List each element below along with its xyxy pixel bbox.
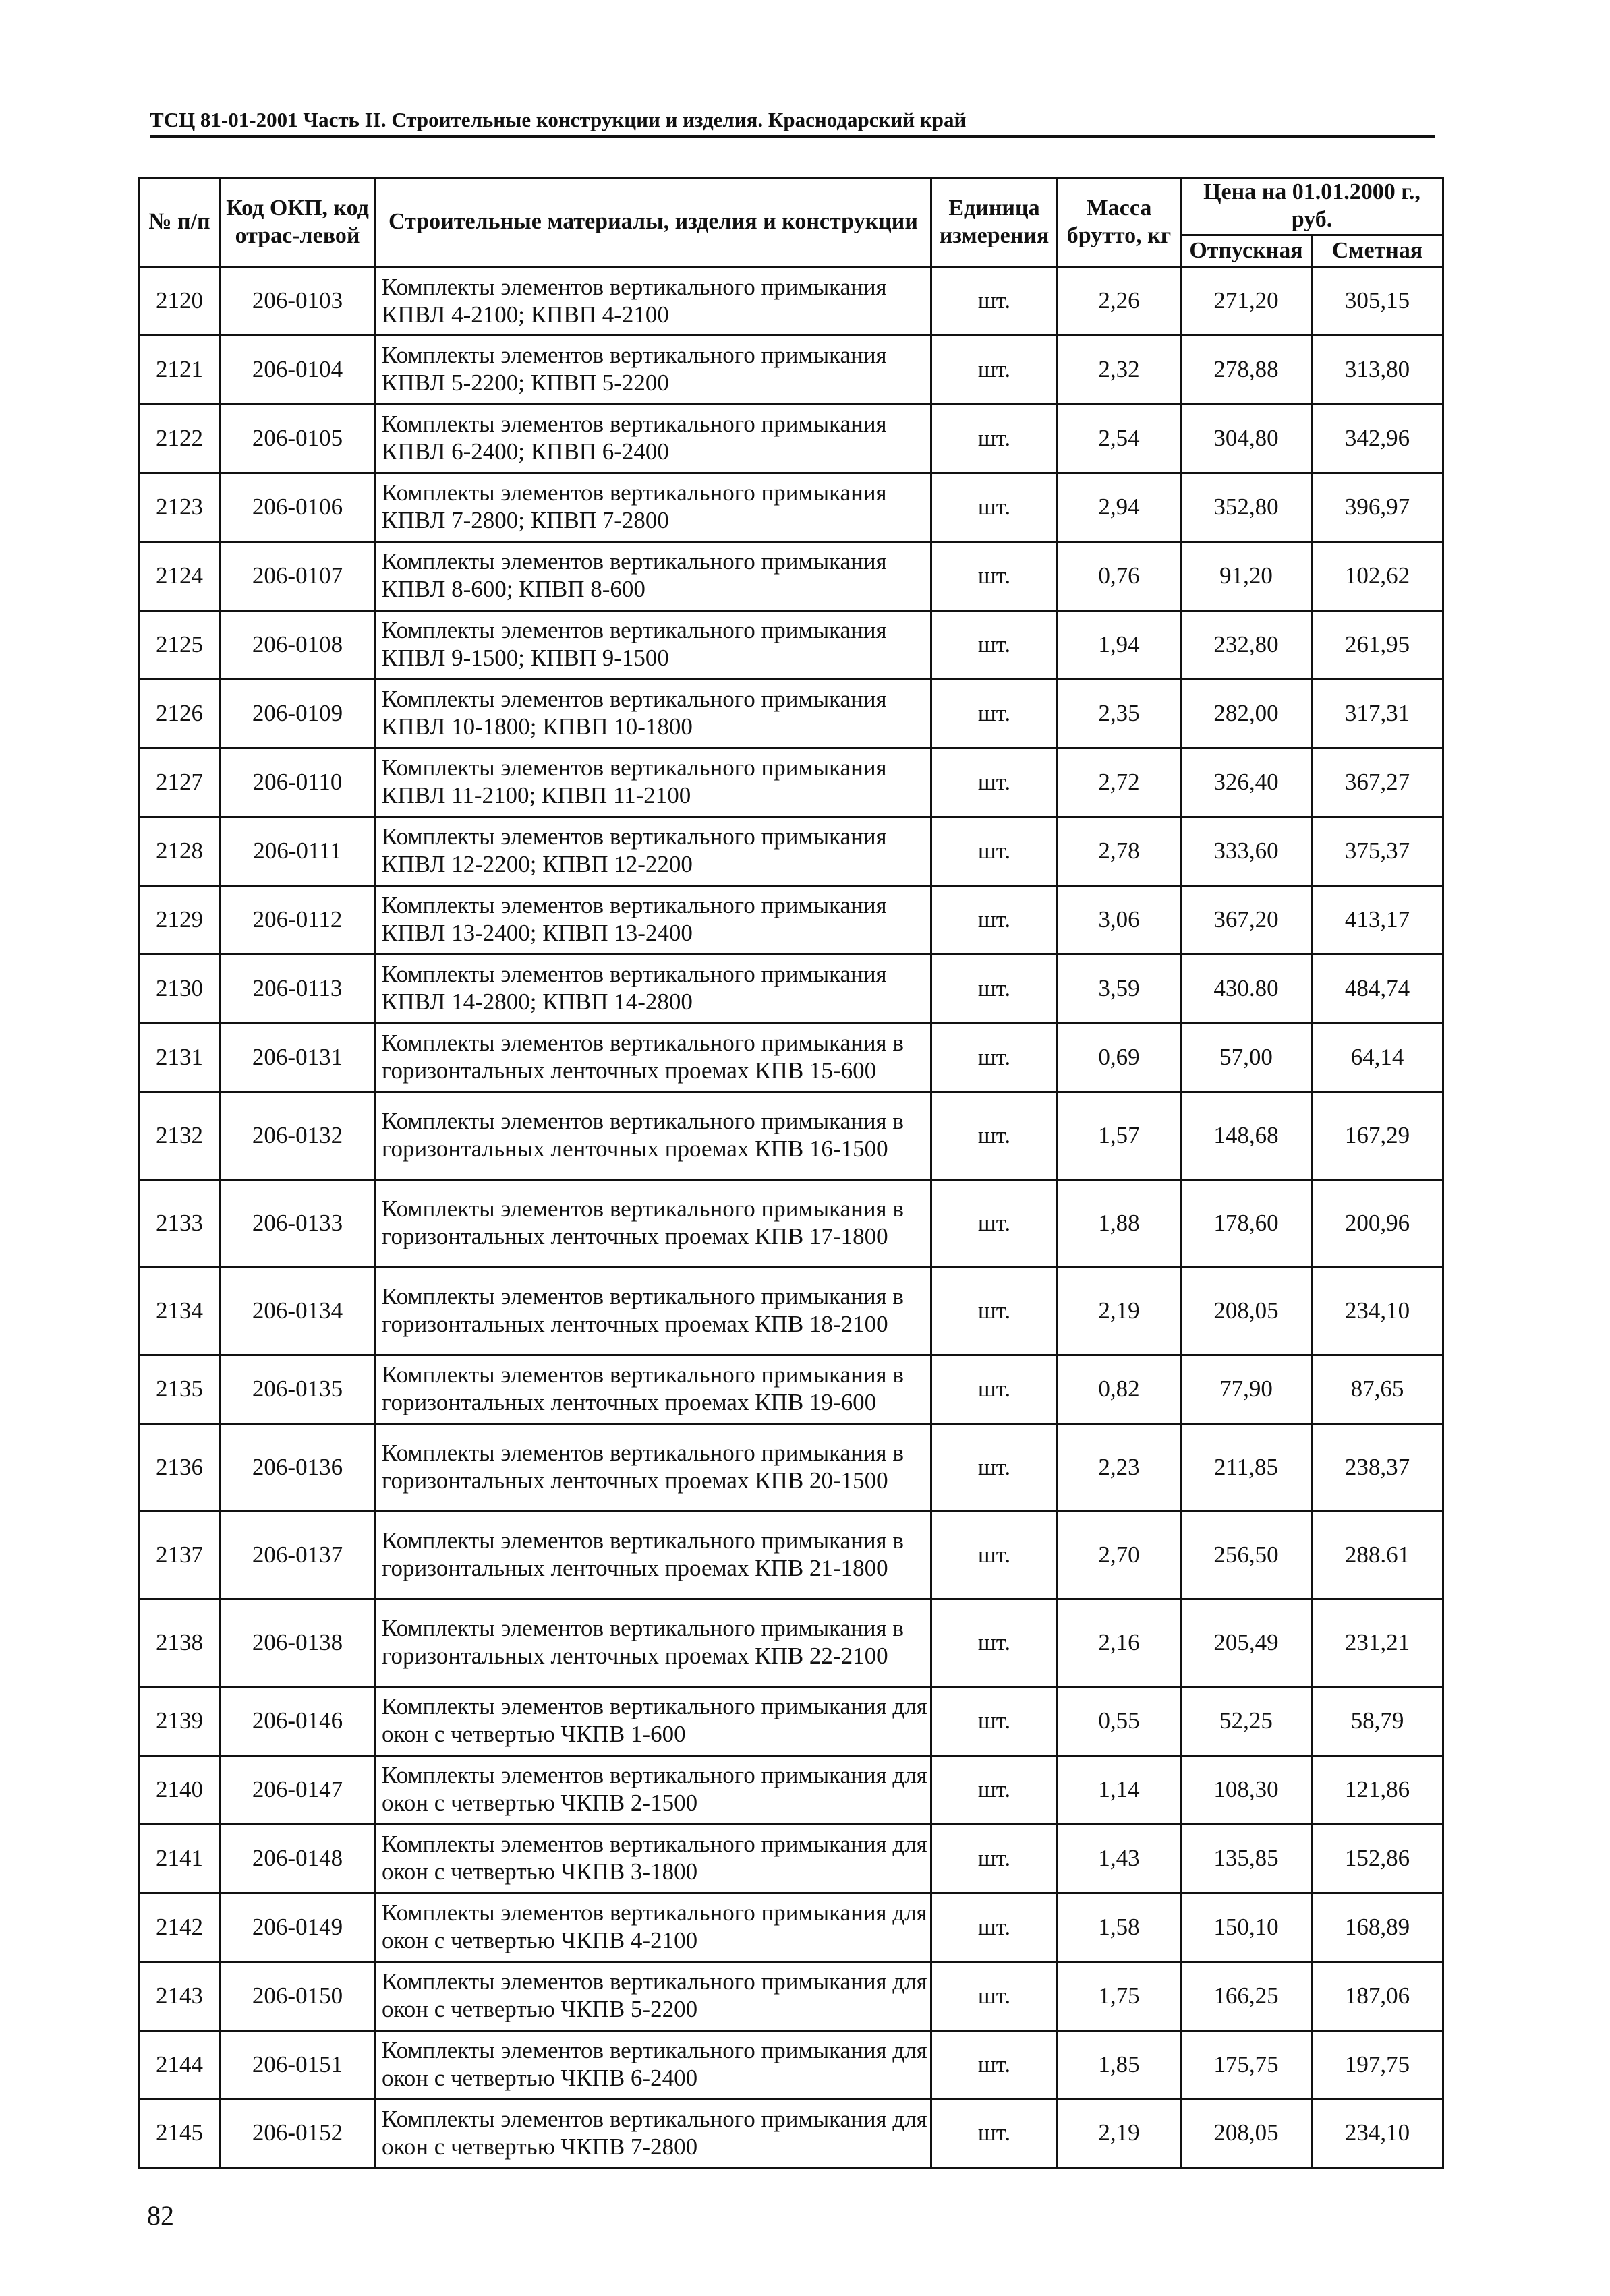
header-rule [150,135,1435,138]
cell-p2: 261,95 [1312,610,1443,679]
cell-p1: 278,88 [1181,335,1312,404]
cell-name: Комплекты элементов вертикального примыкания для окон с четвертью ЧКПВ 2-1500 [376,1755,931,1824]
cell-code: 206-0113 [220,954,376,1023]
table-body [140,267,1443,2167]
cell-num: 2143 [140,1962,220,2030]
cell-mass: 0,82 [1058,1355,1181,1423]
cell-p2: 197,75 [1312,2030,1443,2099]
cell-mass: 1,88 [1058,1179,1181,1267]
cell-code: 206-0107 [220,541,376,610]
cell-mass: 0,55 [1058,1686,1181,1755]
cell-num: 2141 [140,1824,220,1893]
cell-mass: 2,19 [1058,1267,1181,1355]
cell-p1: 57,00 [1181,1023,1312,1092]
cell-unit: шт. [931,954,1058,1023]
cell-name: Комплекты элементов вертикального примыкания в горизонтальных ленточных проемах КПВ 22-2100 [376,1599,931,1686]
cell-unit: шт. [931,679,1058,748]
cell-unit: шт. [931,404,1058,473]
table-row [140,1423,1443,1511]
cell-p1: 367,20 [1181,885,1312,954]
cell-unit: шт. [931,1962,1058,2030]
cell-mass: 3,59 [1058,954,1181,1023]
cell-code: 206-0133 [220,1179,376,1267]
cell-mass: 2,70 [1058,1511,1181,1599]
table-row [140,2099,1443,2167]
cell-p2: 313,80 [1312,335,1443,404]
cell-mass: 2,32 [1058,335,1181,404]
cell-num: 2136 [140,1423,220,1511]
cell-p1: 108,30 [1181,1755,1312,1824]
cell-num: 2138 [140,1599,220,1686]
page-number: 82 [147,2200,174,2231]
cell-mass: 1,57 [1058,1092,1181,1179]
cell-code: 206-0136 [220,1423,376,1511]
cell-name: Комплекты элементов вертикального примыкания КПВЛ 8-600; КПВП 8-600 [376,541,931,610]
cell-p2: 168,89 [1312,1893,1443,1962]
cell-p2: 231,21 [1312,1599,1443,1686]
cell-p2: 238,37 [1312,1423,1443,1511]
col-header-name: Строительные материалы, изделия и конструкции [376,178,931,268]
cell-name: Комплекты элементов вертикального примыкания в горизонтальных ленточных проемах КПВ 18-2100 [376,1267,931,1355]
table-row [140,1511,1443,1599]
cell-num: 2126 [140,679,220,748]
cell-num: 2137 [140,1511,220,1599]
cell-mass: 0,69 [1058,1023,1181,1092]
price-table [138,177,1444,2169]
cell-p1: 333,60 [1181,817,1312,885]
cell-p1: 232,80 [1181,610,1312,679]
table-row [140,335,1443,404]
cell-p2: 102,62 [1312,541,1443,610]
cell-code: 206-0137 [220,1511,376,1599]
cell-unit: шт. [931,1755,1058,1824]
cell-p2: 317,31 [1312,679,1443,748]
table-row [140,2030,1443,2099]
cell-p2: 64,14 [1312,1023,1443,1092]
table-row [140,954,1443,1023]
col-header-mass: Масса брутто, кг [1058,178,1181,268]
cell-mass: 3,06 [1058,885,1181,954]
cell-p1: 205,49 [1181,1599,1312,1686]
cell-p2: 305,15 [1312,267,1443,335]
table-row [140,1355,1443,1423]
cell-unit: шт. [931,1355,1058,1423]
cell-mass: 2,72 [1058,748,1181,817]
cell-p1: 430.80 [1181,954,1312,1023]
cell-name: Комплекты элементов вертикального примыкания КПВЛ 13-2400; КПВП 13-2400 [376,885,931,954]
cell-p1: 178,60 [1181,1179,1312,1267]
cell-name: Комплекты элементов вертикального примыкания КПВЛ 14-2800; КПВП 14-2800 [376,954,931,1023]
cell-mass: 1,14 [1058,1755,1181,1824]
cell-code: 206-0109 [220,679,376,748]
cell-p1: 135,85 [1181,1824,1312,1893]
cell-name: Комплекты элементов вертикального примыкания в горизонтальных ленточных проемах КПВ 17-1800 [376,1179,931,1267]
cell-mass: 2,54 [1058,404,1181,473]
table-row [140,610,1443,679]
cell-name: Комплекты элементов вертикального примыкания КПВЛ 4-2100; КПВП 4-2100 [376,267,931,335]
cell-p1: 304,80 [1181,404,1312,473]
cell-p1: 282,00 [1181,679,1312,748]
cell-unit: шт. [931,335,1058,404]
cell-mass: 1,85 [1058,2030,1181,2099]
cell-name: Комплекты элементов вертикального примыкания КПВЛ 7-2800; КПВП 7-2800 [376,473,931,541]
cell-code: 206-0105 [220,404,376,473]
cell-unit: шт. [931,1092,1058,1179]
cell-code: 206-0134 [220,1267,376,1355]
cell-num: 2129 [140,885,220,954]
cell-p1: 91,20 [1181,541,1312,610]
page-header: ТСЦ 81-01-2001 Часть II. Строительные конструкции и изделия. Краснодарский край [150,108,967,131]
cell-p2: 167,29 [1312,1092,1443,1179]
col-header-unit: Единица измерения [931,178,1058,268]
table-row [140,817,1443,885]
cell-mass: 2,19 [1058,2099,1181,2167]
cell-p2: 121,86 [1312,1755,1443,1824]
cell-p1: 150,10 [1181,1893,1312,1962]
cell-p2: 187,06 [1312,1962,1443,2030]
cell-p2: 367,27 [1312,748,1443,817]
cell-name: Комплекты элементов вертикального примыкания в горизонтальных ленточных проемах КПВ 19-600 [376,1355,931,1423]
cell-unit: шт. [931,1423,1058,1511]
cell-unit: шт. [931,817,1058,885]
cell-unit: шт. [931,473,1058,541]
table-row [140,679,1443,748]
cell-p1: 52,25 [1181,1686,1312,1755]
cell-p2: 234,10 [1312,1267,1443,1355]
cell-unit: шт. [931,267,1058,335]
cell-p1: 208,05 [1181,2099,1312,2167]
cell-unit: шт. [931,748,1058,817]
cell-p2: 375,37 [1312,817,1443,885]
cell-p2: 234,10 [1312,2099,1443,2167]
cell-p1: 208,05 [1181,1267,1312,1355]
cell-name: Комплекты элементов вертикального примыкания для окон с четвертью ЧКПВ 3-1800 [376,1824,931,1893]
cell-mass: 1,94 [1058,610,1181,679]
cell-mass: 1,75 [1058,1962,1181,2030]
table-row [140,1267,1443,1355]
table-row [140,1893,1443,1962]
cell-code: 206-0135 [220,1355,376,1423]
cell-unit: шт. [931,541,1058,610]
cell-num: 2123 [140,473,220,541]
table-row [140,748,1443,817]
cell-code: 206-0152 [220,2099,376,2167]
cell-p1: 175,75 [1181,2030,1312,2099]
cell-num: 2122 [140,404,220,473]
cell-num: 2139 [140,1686,220,1755]
cell-p1: 326,40 [1181,748,1312,817]
cell-unit: шт. [931,1824,1058,1893]
col-header-num: № п/п [140,178,220,268]
cell-unit: шт. [931,1511,1058,1599]
cell-code: 206-0149 [220,1893,376,1962]
cell-num: 2127 [140,748,220,817]
cell-unit: шт. [931,1686,1058,1755]
cell-mass: 1,58 [1058,1893,1181,1962]
cell-unit: шт. [931,1599,1058,1686]
cell-code: 206-0104 [220,335,376,404]
cell-unit: шт. [931,1179,1058,1267]
cell-code: 206-0131 [220,1023,376,1092]
cell-name: Комплекты элементов вертикального примыкания в горизонтальных ленточных проемах КПВ 21-1800 [376,1511,931,1599]
col-header-price-group: Цена на 01.01.2000 г., руб. [1181,178,1443,235]
cell-p1: 271,20 [1181,267,1312,335]
table-row [140,885,1443,954]
table-row [140,1824,1443,1893]
cell-unit: шт. [931,610,1058,679]
cell-code: 206-0112 [220,885,376,954]
cell-code: 206-0108 [220,610,376,679]
cell-mass: 2,78 [1058,817,1181,885]
table-row [140,404,1443,473]
cell-name: Комплекты элементов вертикального примыкания КПВЛ 12-2200; КПВП 12-2200 [376,817,931,885]
cell-num: 2135 [140,1355,220,1423]
cell-p1: 148,68 [1181,1092,1312,1179]
cell-p2: 152,86 [1312,1824,1443,1893]
cell-p2: 200,96 [1312,1179,1443,1267]
cell-code: 206-0148 [220,1824,376,1893]
cell-name: Комплекты элементов вертикального примыкания КПВЛ 11-2100; КПВП 11-2100 [376,748,931,817]
cell-p1: 166,25 [1181,1962,1312,2030]
col-header-price-estimate: Сметная [1312,235,1443,267]
cell-num: 2130 [140,954,220,1023]
cell-mass: 1,43 [1058,1824,1181,1893]
cell-num: 2133 [140,1179,220,1267]
cell-num: 2125 [140,610,220,679]
table-row [140,1179,1443,1267]
cell-p2: 342,96 [1312,404,1443,473]
cell-unit: шт. [931,2030,1058,2099]
cell-p1: 256,50 [1181,1511,1312,1599]
cell-p2: 484,74 [1312,954,1443,1023]
cell-name: Комплекты элементов вертикального примыкания для окон с четвертью ЧКПВ 7-2800 [376,2099,931,2167]
cell-mass: 2,23 [1058,1423,1181,1511]
cell-p1: 77,90 [1181,1355,1312,1423]
cell-code: 206-0106 [220,473,376,541]
table-row [140,1755,1443,1824]
table-row [140,541,1443,610]
cell-num: 2145 [140,2099,220,2167]
cell-code: 206-0103 [220,267,376,335]
cell-code: 206-0110 [220,748,376,817]
cell-name: Комплекты элементов вертикального примыкания КПВЛ 6-2400; КПВП 6-2400 [376,404,931,473]
cell-name: Комплекты элементов вертикального примыкания для окон с четвертью ЧКПВ 6-2400 [376,2030,931,2099]
cell-code: 206-0132 [220,1092,376,1179]
cell-code: 206-0138 [220,1599,376,1686]
cell-code: 206-0150 [220,1962,376,2030]
table-row [140,1092,1443,1179]
cell-p2: 396,97 [1312,473,1443,541]
table-row [140,1599,1443,1686]
cell-num: 2132 [140,1092,220,1179]
cell-mass: 2,26 [1058,267,1181,335]
cell-num: 2120 [140,267,220,335]
cell-p2: 58,79 [1312,1686,1443,1755]
cell-mass: 2,35 [1058,679,1181,748]
cell-name: Комплекты элементов вертикального примыкания в горизонтальных ленточных проемах КПВ 20-1500 [376,1423,931,1511]
cell-p2: 288.61 [1312,1511,1443,1599]
cell-unit: шт. [931,885,1058,954]
cell-p1: 352,80 [1181,473,1312,541]
cell-code: 206-0111 [220,817,376,885]
cell-num: 2124 [140,541,220,610]
table-row [140,1962,1443,2030]
table-row [140,1023,1443,1092]
cell-p1: 211,85 [1181,1423,1312,1511]
cell-num: 2131 [140,1023,220,1092]
cell-name: Комплекты элементов вертикального примыкания для окон с четвертью ЧКПВ 4-2100 [376,1893,931,1962]
cell-unit: шт. [931,2099,1058,2167]
cell-name: Комплекты элементов вертикального примыкания в горизонтальных ленточных проемах КПВ 16-1500 [376,1092,931,1179]
cell-mass: 0,76 [1058,541,1181,610]
col-header-code: Код ОКП, код отрас-левой [220,178,376,268]
cell-name: Комплекты элементов вертикального примыкания КПВЛ 10-1800; КПВП 10-1800 [376,679,931,748]
cell-p2: 413,17 [1312,885,1443,954]
cell-num: 2128 [140,817,220,885]
cell-p2: 87,65 [1312,1355,1443,1423]
cell-num: 2121 [140,335,220,404]
cell-unit: шт. [931,1267,1058,1355]
cell-unit: шт. [931,1023,1058,1092]
cell-code: 206-0147 [220,1755,376,1824]
cell-mass: 2,16 [1058,1599,1181,1686]
table-row [140,473,1443,541]
cell-unit: шт. [931,1893,1058,1962]
cell-name: Комплекты элементов вертикального примыкания в горизонтальных ленточных проемах КПВ 15-600 [376,1023,931,1092]
col-header-price-release: Отпускная [1181,235,1312,267]
cell-name: Комплекты элементов вертикального примыкания для окон с четвертью ЧКПВ 1-600 [376,1686,931,1755]
table-row [140,267,1443,335]
cell-code: 206-0151 [220,2030,376,2099]
table-row [140,1686,1443,1755]
cell-num: 2140 [140,1755,220,1824]
cell-num: 2144 [140,2030,220,2099]
cell-code: 206-0146 [220,1686,376,1755]
cell-name: Комплекты элементов вертикального примыкания для окон с четвертью ЧКПВ 5-2200 [376,1962,931,2030]
cell-mass: 2,94 [1058,473,1181,541]
cell-num: 2134 [140,1267,220,1355]
cell-name: Комплекты элементов вертикального примыкания КПВЛ 5-2200; КПВП 5-2200 [376,335,931,404]
cell-num: 2142 [140,1893,220,1962]
cell-name: Комплекты элементов вертикального примыкания КПВЛ 9-1500; КПВП 9-1500 [376,610,931,679]
